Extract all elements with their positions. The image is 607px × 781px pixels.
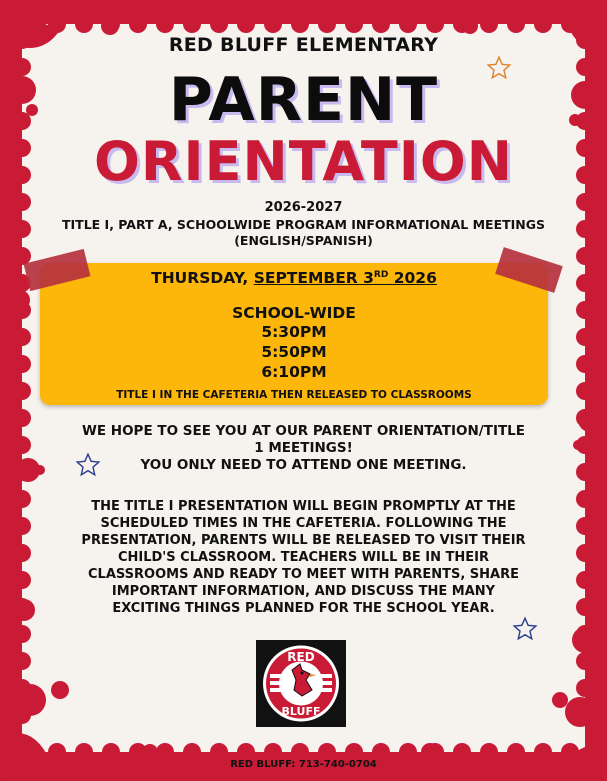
event-info-box	[40, 263, 548, 405]
event-month-day: SEPTEMBER 3RD 2026	[253, 269, 437, 287]
title-orientation: ORIENTATION	[94, 130, 513, 193]
school-year: 2026-2027	[264, 200, 343, 215]
event-location: TITLE I IN THE CAFETERIA THEN RELEASED TO CLASSROOMS	[116, 389, 472, 401]
logo-text-bottom: BLUFF	[281, 705, 321, 718]
school-name: RED BLUFF ELEMENTARY	[168, 34, 439, 56]
event-date	[40, 269, 548, 287]
info-line: CLASSROOMS AND READY TO MEET WITH PARENTS, SHARE	[88, 567, 519, 582]
meeting-time: 6:10PM	[261, 363, 327, 381]
meeting-time: 5:30PM	[261, 323, 327, 341]
welcome-line-3: YOU ONLY NEED TO ATTEND ONE MEETING.	[140, 457, 467, 473]
welcome-line-1: WE HOPE TO SEE YOU AT OUR PARENT ORIENTATION/TITLE	[81, 423, 526, 439]
welcome-line-2: 1 MEETINGS!	[254, 440, 353, 456]
subtitle-line-1: TITLE I, PART A, SCHOOLWIDE PROGRAM INFORMATIONAL MEETINGS	[61, 217, 546, 232]
info-paragraph	[0, 498, 607, 617]
welcome-message	[0, 423, 607, 474]
star-outline-icon	[512, 616, 538, 642]
star-outline-icon	[486, 55, 512, 81]
info-line: THE TITLE I PRESENTATION WILL BEGIN PROMPTLY AT THE	[91, 499, 516, 514]
subtitle-line-2: (ENGLISH/SPANISH)	[234, 233, 373, 248]
event-scope: SCHOOL-WIDE	[232, 304, 356, 322]
info-line: IMPORTANT INFORMATION, AND DISCUSS THE MANY	[111, 584, 496, 599]
subtitle	[0, 217, 607, 249]
footer-phone: RED BLUFF: 713-740-0704	[230, 759, 377, 770]
title-parent: PARENT	[168, 65, 439, 135]
logo-text-top: RED	[287, 650, 315, 664]
info-line: SCHEDULED TIMES IN THE CAFETERIA. FOLLOWING THE	[100, 516, 507, 531]
event-date-suffix: RD	[373, 269, 389, 280]
info-line: CHILD'S CLASSROOM. TEACHERS WILL BE IN THEIR	[117, 550, 490, 565]
info-line: EXCITING THINGS PLANNED FOR THE SCHOOL YEAR.	[112, 601, 495, 616]
info-line: PRESENTATION, PARENTS WILL BE RELEASED TO VISIT THEIR	[81, 533, 526, 548]
meeting-time: 5:50PM	[261, 343, 327, 361]
event-weekday: THURSDAY,	[151, 269, 254, 287]
school-logo	[256, 640, 346, 727]
